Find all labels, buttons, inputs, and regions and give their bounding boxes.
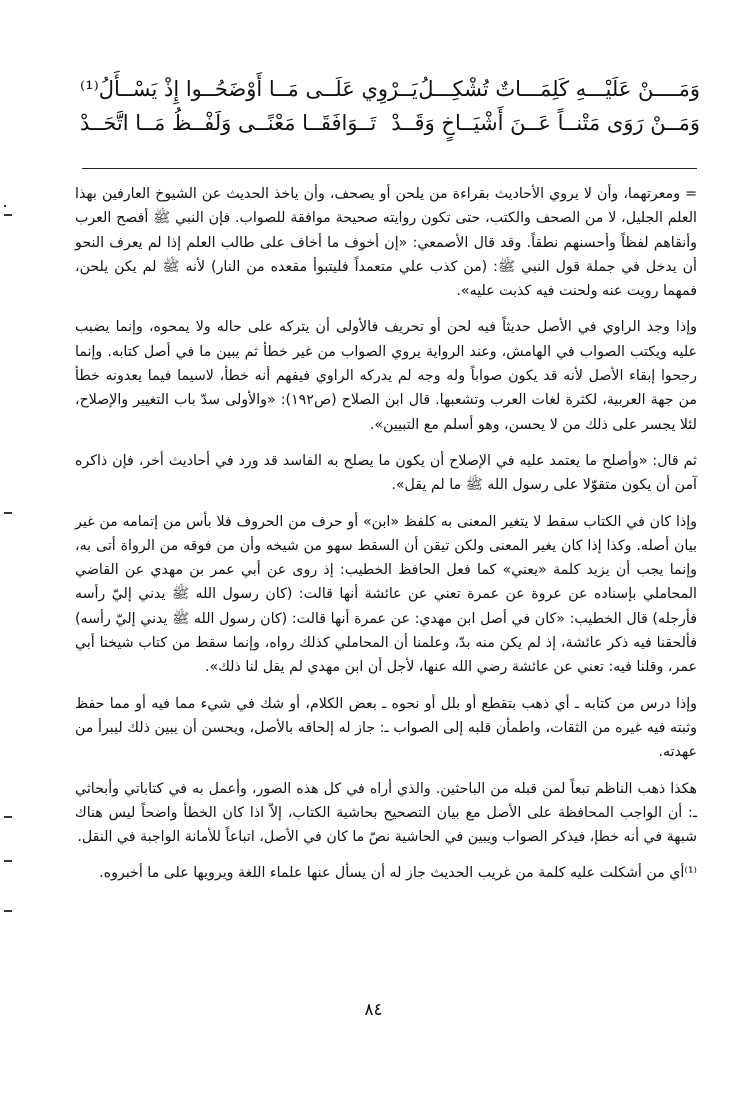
verse-2-first-hemistich: وَمَــنْ رَوَى مَتْنــاً عَــنَ أَشْيَــاخٍ وَقَــدْ [391, 111, 700, 135]
scan-mark [4, 205, 6, 207]
page-number: ٨٤ [364, 1000, 383, 1020]
paragraph-3: ثم قال: «وأصلح ما يعتمد عليه في الإصلاح أن يكون ما يصلح به الفاسد قد ورد في أحاديث أخر، فإن ذاكره آمن أن يكون متقوّلا على رسول الله ﷺ ما لم يقل». [75, 452, 697, 494]
scan-mark [4, 860, 12, 862]
poem-verse-1 [80, 72, 700, 106]
verse-1-first-hemistich: وَمَــــنْ عَلَيْـــهِ كَلِمَـــاتٌ تُشْكِـــلُ [418, 77, 700, 101]
footnote: ⁽¹⁾أي من أشكلت عليه كلمة من غريب الحديث جاز له أن يسأل عنها علماء اللغة ويرويها على ما أخبروه. [99, 865, 697, 882]
separator-rule [82, 168, 697, 169]
paragraph-1: = ومعرتهما، وأن لا يروي الأحاديث بقراءة من يلحن أو يصحف، وأن ياخذ الحديث عن الشيوخ العارفين بهذا العلم الجليل، لا من الصحف والكتب، حتى تكون روايته صحيحة موافقة للصواب. فإن النبي ﷺ أفصح العرب وأنقاهم لفظاً وأحسنهم نطقاً. وقد قال الأصمعي: «إن أخوف ما أخاف على طالب العلم إذا لم يعرف النحو أن يدخل في جملة قول النبي ﷺ: (من كذب علي متعمداً فليتبوأ مقعده من النار) لأنه ﷺ لم يكن يلحن، فمهما رويت عنه ولحنت فيه كذبت عليه». [75, 186, 697, 300]
scan-mark [4, 512, 12, 514]
verse-2-second-hemistich: تَــوَافَقَــا مَعْنًــى وَلَفْــظُ مَــا اتَّحَــدْ [80, 111, 377, 135]
verse-1-second-hemistich: يَــرْوِي عَلَــى مَــا أَوْضَحُــوا إِذْ يَسْــأَلُ⁽¹⁾ [80, 77, 418, 101]
poem-block [80, 72, 700, 142]
paragraph-6: هكذا ذهب الناظم تبعاً لمن قبله من الباحثين. والذي أراه في كل هذه الصور، وأعمل به في كتاباتي وأبحاثي ـ: أن الواجب المحافظة على الأصل مع بيان التصحيح بحاشية الكتاب، إلاّ اذا كان الخطأ واضحاً ليس هناك شبهة في أنه خطإ، فيذكر الصواب ويبين في الحاشية نصّ ما كان في الأصل، اتباعاً للأمانة الواجبة في النقل. [75, 780, 697, 846]
poem-verse-2 [80, 106, 700, 140]
commentary-body [75, 182, 697, 898]
paragraph-2: وإذا وجد الراوي في الأصل حديثاً فيه لحن أو تحريف فالأولى أن يتركه على حاله ولا يمحوه، وإنما يضبب عليه ويكتب الصواب في الهامش، وعند الرواية يروي الصواب من غير خطأ ثم يبين ما في أصل كتابه. وإنما رجحوا إبقاء الأصل لأنه قد يكون صواباً وله وجه لم يدركه الراوي فيفهم أنه خطأ، لاسيما فيما يعدونه خطأ من جهة العربية، لكثرة لغات العرب وتشعبها. قال ابن الصلاح (ص١٩٢): «والأولى سدّ باب التغيير والإصلاح، لئلا يجسر على ذلك من لا يحسن، وهو أسلم مع التبيين». [75, 319, 697, 433]
scan-mark [4, 214, 12, 216]
paragraph-4: وإذا كان في الكتاب سقط لا يتغير المعنى به كلفظ «ابن» أو حرف من الحروف فلا بأس من إتمامه من غير بيان أصله. وكذا إذا كان يغير المعنى ولكن تيقن أن السقط سهو من شيخه وأن من فوقه من الرواة أتى به، وإنما يجب أن يزيد كلمة «يعني» كما فعل الحافظ الخطيب: إذ روى عن أبي عمر بن مهدي عن القاضي المحاملي بإسناده عن عروة عن عمرة تعني عن عائشة أنها قالت: (كان رسول الله ﷺ يدني إليّ رأسه فأرجله) قال الخطيب: «كان في أصل ابن مهدي: عن عمرة أنها قالت: (كان رسول الله ﷺ يدني إليّ رأسه) فألحقنا فيه ذكر عائشة، إذ لم يكن منه بدّ، وعلمنا أن المحاملي كذلك رواه، وإنما سقط من كتاب شيخنا أبي عمر، وقلنا فيه: تعني عن عائشة رضي الله عنها، لأجل أن ابن مهدي لم يقل لنا ذلك». [75, 513, 697, 676]
scan-mark [4, 910, 12, 912]
paragraph-5: وإذا درس من كتابه ـ أي ذهب بتقطع أو بلل أو نحوه ـ بعض الكلام، أو شك في شيء مما فيه أو مما حفظ وثبته فيه غيره من الثقات، واطمأن قلبه إلى الصواب ـ: جاز له إلحاقه بالأصل، ويحسن أن يبين ذلك ليبرأ من عهدته. [75, 695, 697, 761]
scan-mark [4, 816, 12, 818]
